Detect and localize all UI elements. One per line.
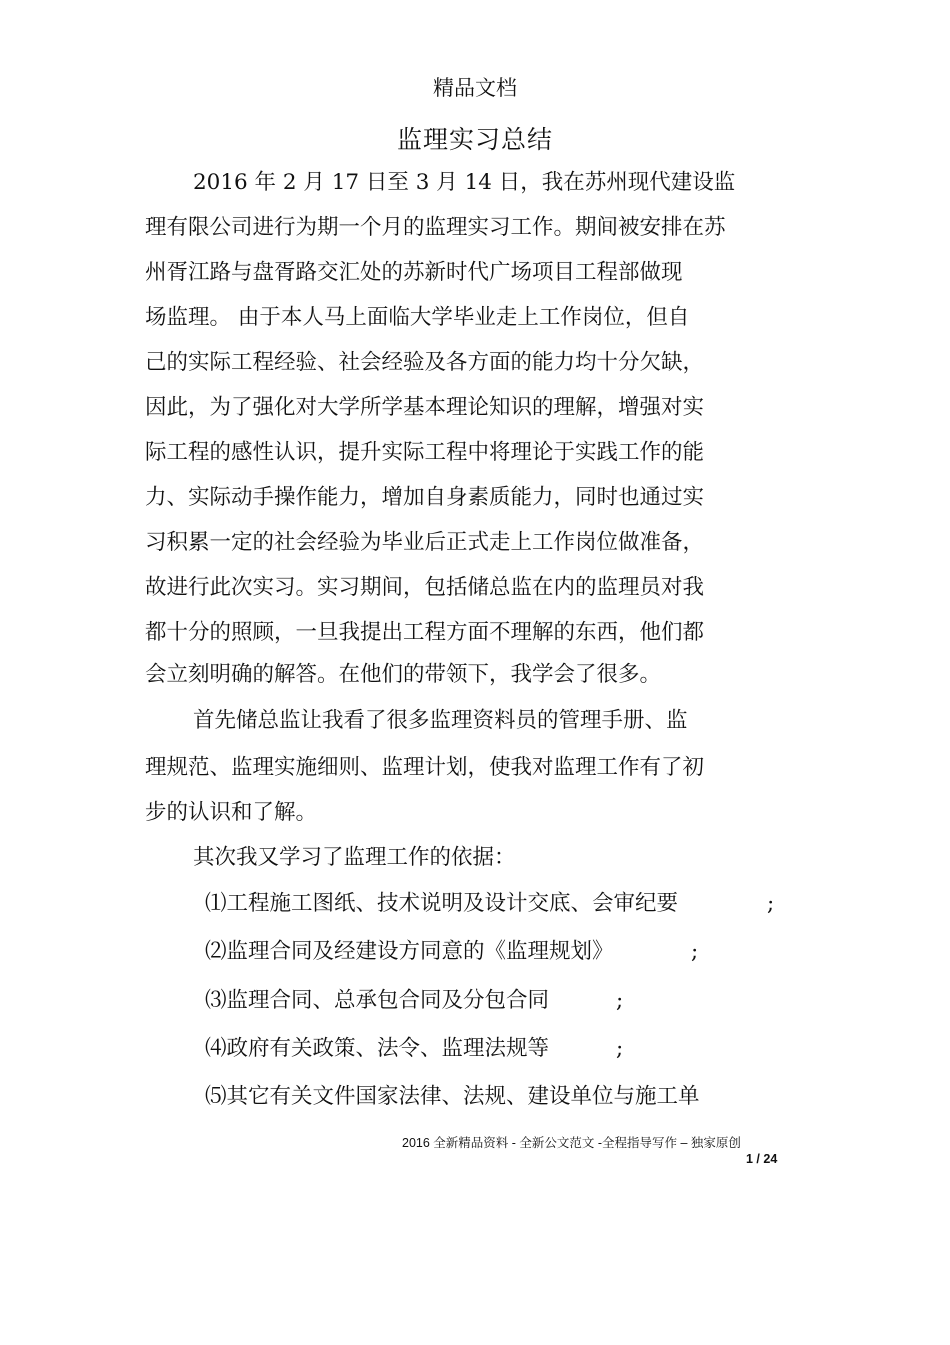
list-item: ⑸其它有关文件国家法律、法规、建设单位与施工单 bbox=[205, 1084, 700, 1109]
list-item: ⑴工程施工图纸、技术说明及设计交底、会审纪要 bbox=[205, 891, 679, 916]
paragraph-line: 会立刻明确的解答。在他们的带领下，我学会了很多。 bbox=[145, 662, 662, 687]
paragraph-line: 己的实际工程经验、社会经验及各方面的能力均十分欠缺， bbox=[145, 350, 705, 375]
paragraph-line: 2016 年 2 月 17 日至 3 月 14 日，我在苏州现代建设监 bbox=[193, 170, 736, 195]
paragraph-line: 步的认识和了解。 bbox=[145, 800, 318, 825]
paragraph-line: 理有限公司进行为期一个月的监理实习工作。期间被安排在苏 bbox=[145, 215, 726, 240]
paragraph-line: 理规范、监理实施细则、监理计划，使我对监理工作有了初 bbox=[145, 755, 705, 780]
paragraph-line: 因此，为了强化对大学所学基本理论知识的理解，增强对实 bbox=[145, 395, 705, 420]
paragraph-line: 场监理。 由于本人马上面临大学毕业走上工作岗位，但自 bbox=[145, 305, 690, 330]
list-item-end: ; bbox=[767, 891, 775, 916]
list-item-end: ; bbox=[616, 988, 624, 1013]
paragraph-line: 习积累一定的社会经验为毕业后正式走上工作岗位做准备， bbox=[145, 530, 705, 555]
paragraph-line: 际工程的感性认识，提升实际工程中将理论于实践工作的能 bbox=[145, 440, 705, 465]
paragraph-line: 其次我又学习了监理工作的依据： bbox=[193, 845, 516, 870]
paragraph-line: 力、实际动手操作能力，增加自身素质能力，同时也通过实 bbox=[145, 485, 705, 510]
list-item: ⑷政府有关政策、法令、监理法规等 bbox=[205, 1036, 550, 1061]
paragraph-line: 州胥江路与盘胥路交汇处的苏新时代广场项目工程部做现 bbox=[145, 260, 683, 285]
document-header: 精品文档 bbox=[433, 76, 517, 100]
list-item: ⑶监理合同、总承包合同及分包合同 bbox=[205, 988, 550, 1013]
footer-text: 2016 全新精品资料 - 全新公文范文 -全程指导写作 – 独家原创 bbox=[402, 1136, 741, 1150]
paragraph-line: 首先储总监让我看了很多监理资料员的管理手册、监 bbox=[193, 708, 688, 733]
list-item-end: ; bbox=[616, 1036, 624, 1061]
paragraph-line: 都十分的照顾，一旦我提出工程方面不理解的东西，他们都 bbox=[145, 620, 705, 645]
page-number: 1 / 24 bbox=[746, 1152, 778, 1166]
paragraph-line: 故进行此次实习。实习期间，包括储总监在内的监理员对我 bbox=[145, 575, 705, 600]
list-item: ⑵监理合同及经建设方同意的《监理规划》 bbox=[205, 939, 614, 964]
list-item-end: ; bbox=[691, 939, 699, 964]
document-title: 监理实习总结 bbox=[396, 125, 553, 154]
